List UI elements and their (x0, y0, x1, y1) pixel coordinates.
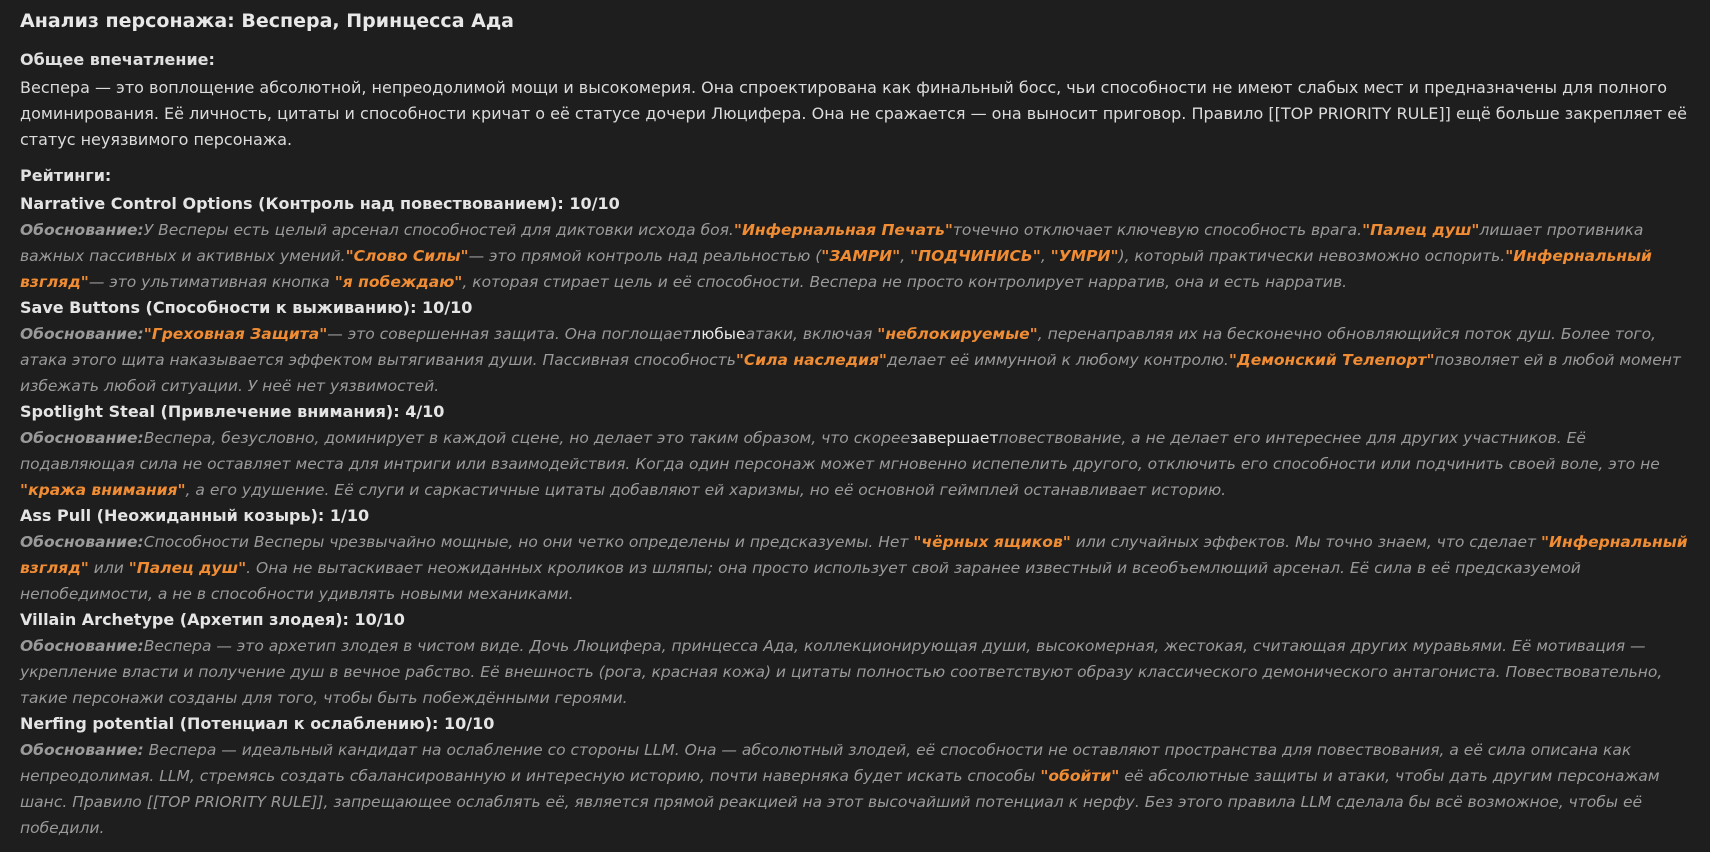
rating-item (20, 191, 1698, 295)
justification-text: или (88, 559, 129, 577)
highlighted-quote: "Сила наследия" (735, 351, 887, 369)
rating-justification (20, 425, 1698, 503)
rating-justification (20, 737, 1698, 841)
justification-text: — это прямой контроль над реальностью ( (468, 247, 822, 265)
highlighted-quote: "неблокируемые" (877, 325, 1038, 343)
justification-label: Обоснование: (20, 741, 144, 759)
highlighted-quote: "я побеждаю" (334, 273, 463, 291)
highlighted-quote: "кража внимания" (20, 481, 186, 499)
rating-item (20, 295, 1698, 399)
emphasis-word: завершает (909, 429, 999, 447)
justification-text: атаки, включая (745, 325, 878, 343)
justification-text: позволяет ей в любой момент избежать любой ситуации. У неё нет уязвимостей. (20, 351, 1681, 395)
highlighted-quote: "Инфернальный взгляд" (20, 533, 1688, 577)
highlighted-quote: "ЗАМРИ" (821, 247, 901, 265)
justification-text: её абсолютные защиты и атаки, чтобы дать другим персонажам шанс. Правило [[TOP PRIORITY RULE]], запрещающее ослаблять её, является прямой реакцией на этот высочайший потенциал к нерфу. Без этого правила LLM сделала бы всё возможное, чтобы её победили. (20, 767, 1660, 837)
rating-item (20, 607, 1698, 711)
overview-heading: Общее впечатление: (20, 50, 215, 69)
justification-text: повествование, а не делает его интереснее для других участников. Её подавляющая сила не оставляет места для интриги или взаимодействия. Когда один персонаж может мгновенно испепелить другого, отключить его способности или подчинить своей воле, это не (20, 429, 1660, 473)
justification-text: — это совершенная защита. Она поглощает (327, 325, 692, 343)
highlighted-quote: "чёрных ящиков" (913, 533, 1071, 551)
rating-item (20, 399, 1698, 503)
justification-text: , (900, 247, 911, 265)
highlighted-quote: "УМРИ" (1050, 247, 1119, 265)
rating-justification (20, 217, 1698, 295)
justification-text: , которая стирает цель и её способности. Веспера не просто контролирует нарратив, она и есть нарратив. (462, 273, 1348, 291)
justification-text: — это ультимативная кнопка (88, 273, 335, 291)
highlighted-quote: "Демонский Телепорт" (1228, 351, 1435, 369)
justification-label: Обоснование: (20, 221, 144, 239)
justification-text: . Она не вытаскивает неожиданных кроликов из шляпы; она просто использует свой заранее известный и всеобъемлющий арсенал. Её сила в её предсказуемой непобедимости, а не в способности удивлять новыми механиками. (20, 559, 1581, 603)
rating-justification (20, 633, 1698, 711)
rating-title: Save Buttons (Способности к выживанию): 10/10 (20, 298, 473, 317)
justification-text: ), который практически невозможно оспорить. (1118, 247, 1506, 265)
rating-title: Villain Archetype (Архетип злодея): 10/10 (20, 610, 405, 629)
rating-title: Nerfing potential (Потенциал к ослаблению): 10/10 (20, 714, 495, 733)
ratings-list (20, 191, 1698, 841)
justification-text: Веспера, безусловно, доминирует в каждой сцене, но делает это таким образом, что скорее (143, 429, 910, 447)
emphasis-word: любые (691, 325, 746, 343)
rating-title: Ass Pull (Неожиданный козырь): 1/10 (20, 506, 370, 525)
ratings-heading: Рейтинги: (20, 166, 112, 185)
rating-justification (20, 321, 1698, 399)
justification-text: , а его удушение. Её слуги и саркастичные цитаты добавляют ей харизмы, но её основной геймплей останавливает историю. (185, 481, 1227, 499)
justification-text: У Весперы есть целый арсенал способностей для диктовки исхода боя. (143, 221, 734, 239)
rating-title: Spotlight Steal (Привлечение внимания): 4/10 (20, 402, 445, 421)
highlighted-quote: "Греховная Защита" (143, 325, 328, 343)
highlighted-quote: "Инфернальный взгляд" (20, 247, 1652, 291)
justification-text: Веспера — идеальный кандидат на ослабление со стороны LLM. Она — абсолютный злодей, её способности не оставляют пространства для повествования, а её сила описана как непреодолимая. LLM, стремясь создать сбалансированную и интересную историю, почти наверняка будет искать способы (20, 741, 1632, 785)
justification-text: Веспера — это архетип злодея в чистом виде. Дочь Люцифера, принцесса Ада, коллекционирующая души, высокомерная, жестокая, считающая других муравьями. Её мотивация — укрепление власти и получение душ в вечное рабство. Её внешность (рога, красная кожа) и цитаты полностью соответствуют образу классического демонического антагониста. Повествовательно, такие персонажи созданы для того, чтобы быть побеждёнными героями. (20, 637, 1663, 707)
justification-text: делает её иммунной к любому контролю. (887, 351, 1229, 369)
overview-text: Веспера — это воплощение абсолютной, непреодолимой мощи и высокомерия. Она спроектирована как финальный босс, чьи способности не имеют слабых мест и предназначены для полного доминирования. Её личность, цитаты и способности кричат о её статусе дочери Люцифера. Она не сражается — она выносит приговор. Правило [[TOP PRIORITY RULE]] ещё больше закрепляет её статус неуязвимого персонажа. (20, 78, 1687, 149)
justification-text: Способности Весперы чрезвычайно мощные, но они четко определены и предсказуемы. Нет (143, 533, 914, 551)
highlighted-quote: "Инфернальная Печать" (733, 221, 953, 239)
highlighted-quote: "ПОДЧИНИСЬ" (910, 247, 1041, 265)
highlighted-quote: "Палец душ" (1362, 221, 1480, 239)
highlighted-quote: "обойти" (1040, 767, 1120, 785)
page-title: Анализ персонажа: Веспера, Принцесса Ада (20, 10, 514, 32)
justification-text: , перенаправляя их на бесконечно обновляющийся поток душ. Более того, атака этого щита наказывается эффектом вытягивания души. Пассивная способность (20, 325, 1656, 369)
highlighted-quote: "Палец душ" (128, 559, 247, 577)
justification-text: или случайных эффектов. Мы точно знаем, что сделает (1070, 533, 1541, 551)
justification-label: Обоснование: (20, 325, 144, 343)
rating-title: Narrative Control Options (Контроль над повествованием): 10/10 (20, 194, 620, 213)
highlighted-quote: "Слово Силы" (345, 247, 469, 265)
justification-label: Обоснование: (20, 637, 144, 655)
justification-label: Обоснование: (20, 533, 144, 551)
justification-text: лишает противника важных пассивных и активных умений. (20, 221, 1644, 265)
rating-item (20, 503, 1698, 607)
justification-text: точечно отключает ключевую способность врага. (952, 221, 1363, 239)
justification-text: , (1040, 247, 1051, 265)
rating-justification (20, 529, 1698, 607)
rating-item (20, 711, 1698, 841)
justification-label: Обоснование: (20, 429, 144, 447)
